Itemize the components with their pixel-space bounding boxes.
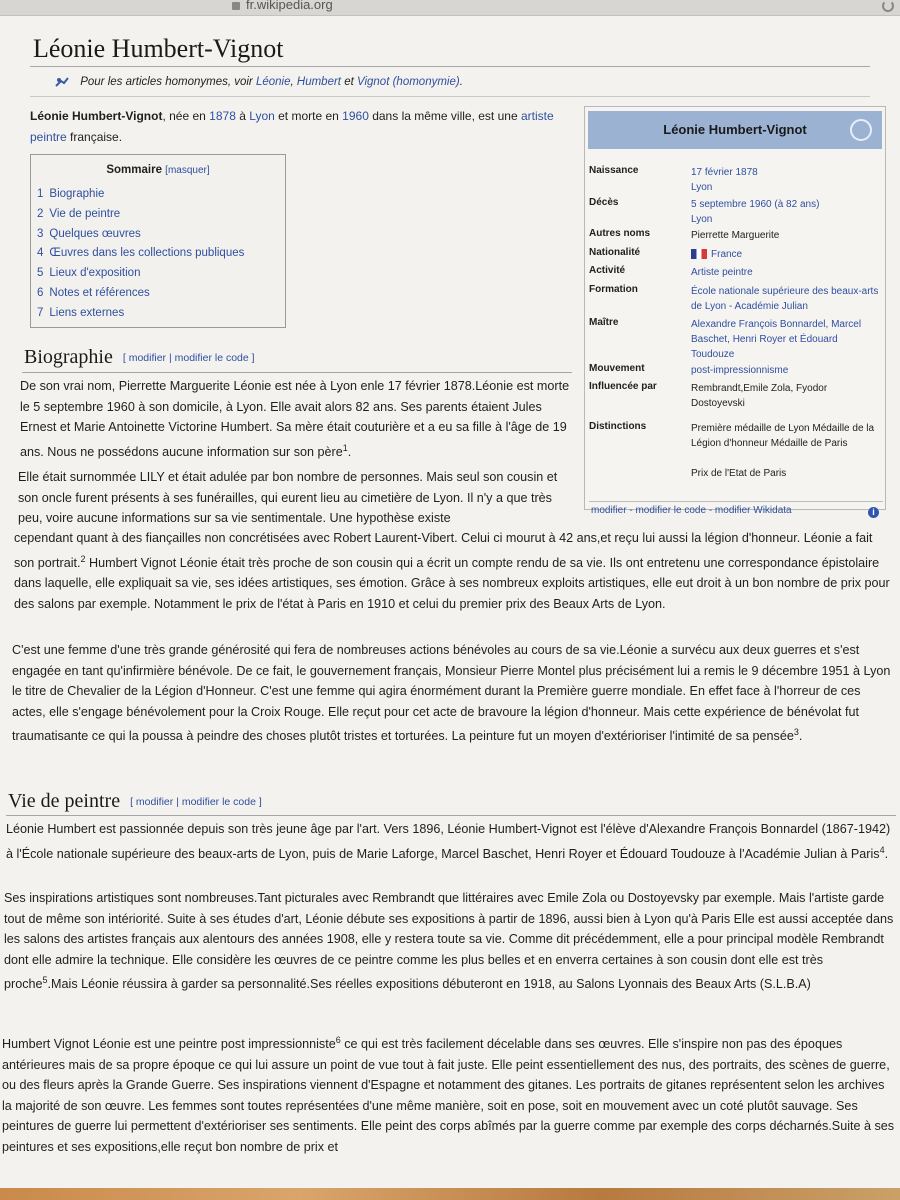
edit-links-vie-de-peintre[interactable]: [ modifier | modifier le code ] [130,796,262,809]
vie-paragraph-3: Humbert Vignot Léonie est une peintre post impressionniste$^6$ ce qui est très facilement décelable dans ses œuvres. Elle s'inspire non pas des époques antérieures mais de sa propre époque ce qui lui assure un point de vue tout à fait juste. Elle peint essentiellement des nus, des portraits, des scènes de guerre, ou des fleurs après la Grande Guerre. Ses inspirations viennent d'Espagne et notamment des gitanes. Les portraits de gitanes représentent selon les archives la majorité de son œuvre. Les femmes sont toutes représentées d'une même manière, soit en pose, soit en mouvement avec un coté plutôt sauvage. Ses peintures de guerre lui permettent d'extérioriser ses sentiments. Elle peint des corps abîmés par la guerre comme par exemple des corps décharnés.Suite à ses peintures et ses expositions,elle reçut bon nombre de prix et [2,1035,895,1154]
toc-item[interactable]: 1 Biographie [37,188,105,200]
infobox-title: Léonie Humbert-Vignot [588,111,882,149]
link-mouvement[interactable]: post-impressionnisme [691,365,789,376]
link-lyon[interactable]: Lyon [249,109,275,123]
hatnote: Pour les articles homonymes, voir Léonie, Humbert et Vignot (homonymie). [55,76,463,88]
hatnote-link-leonie[interactable]: Léonie [255,76,291,88]
reference-3[interactable]: 3 [793,727,799,737]
link-naissance-lieu[interactable]: Lyon [691,182,713,193]
section-divider-biographie [22,372,572,373]
hatnote-divider [30,96,870,97]
article-page [0,16,900,1200]
vie-paragraph-1: Léonie Humbert est passionnée depuis son très jeune âge par l'art. Vers 1896, Léonie Humbert-Vignot est l'élève d'Alexandre François Bonnardel (1867-1942) à l'École nationale supérieure des beaux-arts de Lyon, puis de Marie Laforge, Marcel Baschet, Henri Royer et Édouard Toudouze à l'Académie Julian à Paris$^4$. [6,822,891,861]
link-deces-lieu[interactable]: Lyon [691,214,713,225]
reference-4[interactable]: 4 [879,844,885,855]
bio-paragraph-3: C'est une femme d'une très grande générosité qui fera de nombreuses actions bénévoles au cours de sa vie.Léonie a survécu aux deux guerres et s'est engagée en tant qu'infirmière bénévole. De ce fait, le gouvernement français, Monsieur Pierre Montel plus précisément lui a remis le 9 décembre 1951 à Lyon le titre de Chevalier de la Légion d'Honneur. C'est une femme qui agira énormément durant la Première guerre mondiale. En effet face à l'horreur de ces actes, elle s'engage bénévolement pour la Croix Rouge. Elle reçut pour cet acte de bravoure la légion d'honneur. Mais cette expérience de bénévolat fut traumatisante ce qui la poussa à peindre des choses plutôt tristes et torturées. La peinture fut un moyen d'extérioriser l'intimité de sa pensée$^3$. [12,643,891,744]
reference-6[interactable]: 6 [335,1035,341,1045]
vie-paragraph-2: Ses inspirations artistiques sont nombreuses.Tant picturales avec Rembrandt que littéraires avec Emile Zola ou Dostoyevsky par exemple. Mais l'artiste garde tout de même son intériorité. Suite à ses études d'art, Léonie débute ses expositions à partir de 1896, aussi bien à Lyon qu'à Paris Elle est aussi acceptée dans les salons des artistes français aux alentours des années 1908, elle y restera toute sa vie. Comme dit précédemment, elle a pour principal modèle Rembrandt dont elle admire la technique. Elle considère les œuvres de ce peintre comme les plus belles et en enverra certaines à son cousin dont elle est très proche$^5$.Mais Léonie réussira à garder sa personnalité.Ses réelles expositions débuteront en 1918, au Salons Lyonnais des Beaux Arts (S.L.B.A) [4,891,894,992]
browser-url-bar[interactable] [0,0,900,16]
title-divider [30,66,870,67]
section-divider-vie-de-peintre [6,815,896,816]
infobox: Léonie Humbert-Vignot Naissance 17 février 1878 Lyon Décès 5 septembre 1960 (à 82 ans) Lyon Autres noms Pierrette Marguerite Nationalité France Activité Artiste peintre Formation École nationale supérieure des beaux-arts de Lyon - Académie Julian Maître Alexandre François Bonnardel, Marcel Baschet, Henri Royer et Édouard Toudouze Mouvement post-impressionnisme Influencée par Rembrandt,Emile Zola, Fyodor Dostoyevski Distinctions Première médaille de Lyon Médaille de la Légion d'honneur Médaille de Paris Prix de l'Etat de Paris modifier - modifier le code - modifier Wikidata i [584,106,886,510]
lead-paragraph: Léonie Humbert-Vignot, née en 1878 à Lyon et morte en 1960 dans la même ville, est une artiste peintre française. [30,109,554,144]
france-flag-icon [691,249,707,259]
section-heading-biographie: Biographie [ modifier | modifier le code ] [24,346,255,368]
toc-item[interactable]: 5 Lieux d'exposition [37,267,141,280]
hatnote-link-humbert[interactable]: Humbert [296,76,342,88]
bio-paragraph-2a: Elle était surnommée LILY et était adulée par bon nombre de personnes. Mais seul son cousin et son oncle furent présents à ses funérailles, qui eurent lieu au cimetière de Lyon. Il n'y a que très peu, voire aucune informations sur sa vie sentimentale. Une hypothèse existe [18,470,558,525]
bio-paragraph-2b: cependant quant à des fiançailles non concrétisées avec Robert Laurent-Vibert. Celui ci mourut à 42 ans,et reçu lui aussi la légion d'honneur. Léonie a fait son portrait.$^2$ Humbert Vignot Léonie était très proche de son cousin qui a écrit un compte rendu de sa vie. Ils ont entretenu une correspondance épistolaire dans laquelle, elle expliquait sa vie, ses idées artistiques, ses émotion. Grâce à ses nombreux exploits artistiques, elle eut droit à un bon nombre de prix pour des salons par exemple. Notamment le prix de l'état à Paris en 1910 et celui du premier prix des Beaux Arts de Lyon. [14,531,890,611]
lead-name: Léonie Humbert-Vignot [30,109,163,123]
link-1960[interactable]: 1960 [342,109,369,123]
url-text[interactable]: fr.wikipedia.org [232,0,333,12]
link-naissance-date[interactable]: 17 février 1878 [691,167,758,178]
link-maitres[interactable]: Alexandre François Bonnardel, Marcel Baschet, Henri Royer et Édouard Toudouze [691,319,862,360]
edit-links-biographie[interactable]: [ modifier | modifier le code ] [122,352,255,365]
infobox-footer-links[interactable]: modifier - modifier le code - modifier Wikidata [591,505,792,516]
reference-5[interactable]: 5 [42,975,48,985]
link-artiste-peintre[interactable]: artiste peintre [30,109,554,144]
link-france[interactable]: France [711,249,743,260]
infobox-footer-divider [589,501,883,502]
reference-2[interactable]: 2 [80,553,86,564]
toc-item[interactable]: 6 Notes et références [37,286,150,299]
toc-heading: Sommaire [masquer] [106,164,210,176]
toc-list [31,185,285,324]
disambiguation-icon [55,77,69,87]
toc-item[interactable]: 7 Liens externes [37,306,125,319]
table-of-contents [30,154,286,328]
reload-icon[interactable] [882,0,894,12]
page-title: Léonie Humbert-Vignot [33,34,284,63]
toc-item[interactable]: 2 Vie de peintre [37,207,121,220]
info-icon[interactable]: i [868,507,879,518]
portrait-placeholder-icon [850,119,872,141]
toc-toggle[interactable]: [masquer] [165,165,210,176]
toc-item[interactable]: 3 Quelques œuvres [37,227,141,240]
link-1878[interactable]: 1878 [209,109,236,123]
section-heading-vie-de-peintre: Vie de peintre [ modifier | modifier le code ] [8,790,262,812]
bio-paragraph-1: De son vrai nom, Pierrette Marguerite Léonie est née à Lyon enle 17 février 1878.Léonie est morte le 5 septembre 1960 à son domicile, à Lyon. Elle avait alors 82 ans. Ses parents étaient Jules Ernest et Marie Antoinette Victorine Humbert. Sa mère était couturière et a eu sa fille à l'âge de 19 ans. Nous ne possédons aucune information sur son père$^1$. [20,379,570,459]
link-deces-date[interactable]: 5 septembre 1960 (à 82 ans) [691,199,820,210]
reference-1[interactable]: 1 [342,442,348,453]
lock-icon [232,2,240,10]
link-activite[interactable]: Artiste peintre [691,267,753,278]
desk-edge [0,1188,900,1200]
toc-item[interactable]: 4 Œuvres dans les collections publiques [37,247,245,260]
link-formation[interactable]: École nationale supérieure des beaux-arts de Lyon - Académie Julian [691,286,879,312]
hatnote-link-vignot[interactable]: Vignot (homonymie) [357,76,460,88]
